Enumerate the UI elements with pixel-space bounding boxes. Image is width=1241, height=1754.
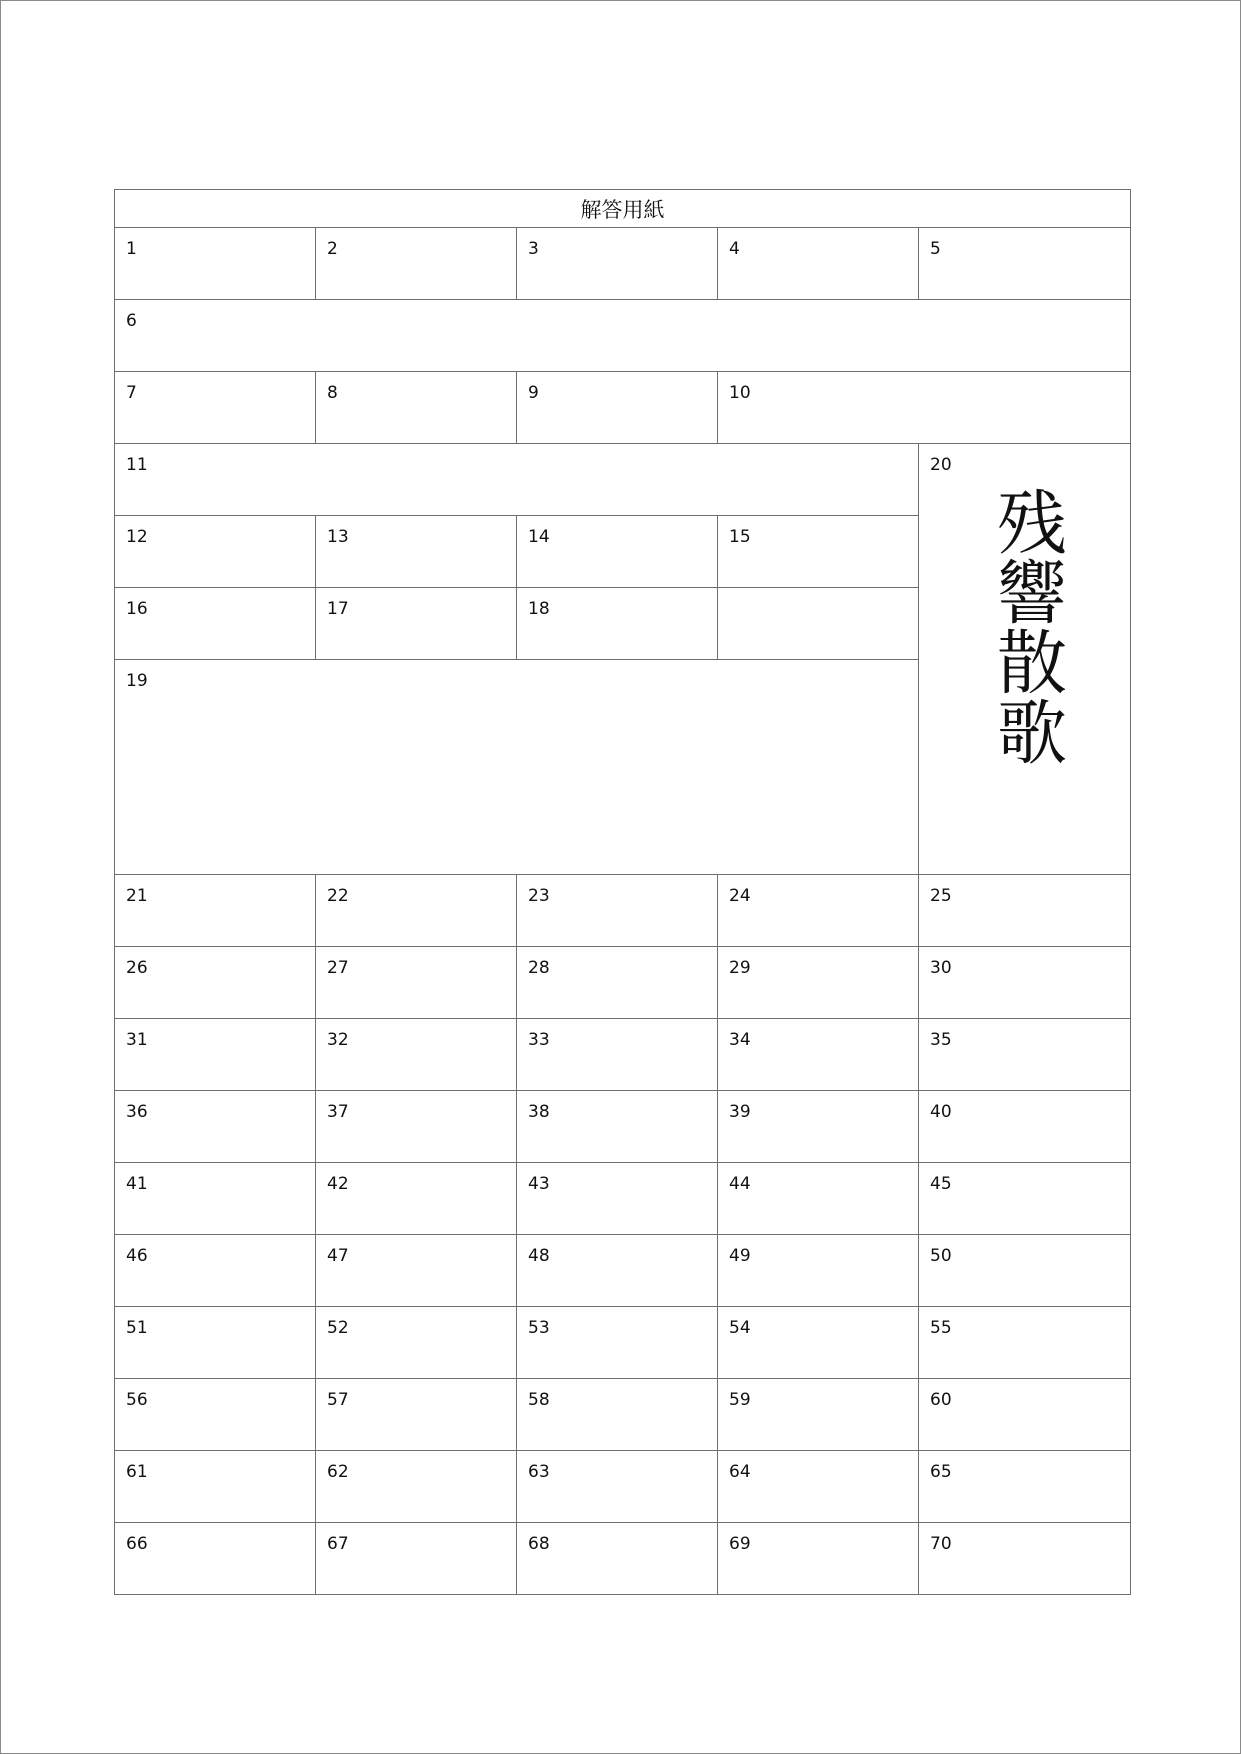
answer-cell-11[interactable] (115, 444, 919, 516)
answer-cell-36[interactable] (115, 1091, 316, 1163)
answer-cell-49[interactable] (718, 1235, 919, 1307)
cell-number: 53 (528, 1318, 550, 1338)
table-row (115, 1091, 1131, 1163)
cell-number: 23 (528, 886, 550, 906)
answer-cell-2[interactable] (316, 228, 517, 300)
answer-cell-57[interactable] (316, 1379, 517, 1451)
cell-number: 49 (729, 1246, 751, 1266)
table-row (115, 1163, 1131, 1235)
table-row (115, 372, 1131, 444)
answer-cell-43[interactable] (517, 1163, 718, 1235)
cell-number: 45 (930, 1174, 952, 1194)
cell-number: 5 (930, 239, 941, 259)
answer-cell-65[interactable] (919, 1451, 1131, 1523)
answer-cell-41[interactable] (115, 1163, 316, 1235)
cell-number: 61 (126, 1462, 148, 1482)
cell-number: 18 (528, 599, 550, 619)
answer-cell-40[interactable] (919, 1091, 1131, 1163)
answer-cell-3[interactable] (517, 228, 718, 300)
cell-number: 33 (528, 1030, 550, 1050)
answer-cell-14[interactable] (517, 516, 718, 588)
answer-cell-52[interactable] (316, 1307, 517, 1379)
answer-cell-19[interactable] (115, 660, 919, 875)
answer-cell-27[interactable] (316, 947, 517, 1019)
answer-sheet-table (114, 189, 1131, 1595)
answer-cell-66[interactable] (115, 1523, 316, 1595)
cell-number: 8 (327, 383, 338, 403)
answer-cell-37[interactable] (316, 1091, 517, 1163)
answer-cell-45[interactable] (919, 1163, 1131, 1235)
answer-cell-67[interactable] (316, 1523, 517, 1595)
answer-cell-1[interactable] (115, 228, 316, 300)
cell-number: 21 (126, 886, 148, 906)
answer-cell-5[interactable] (919, 228, 1131, 300)
cell-number: 67 (327, 1534, 349, 1554)
answer-cell-6[interactable] (115, 300, 1131, 372)
answer-cell-47[interactable] (316, 1235, 517, 1307)
cell-number: 58 (528, 1390, 550, 1410)
answer-cell-55[interactable] (919, 1307, 1131, 1379)
cell-number: 65 (930, 1462, 952, 1482)
cell-number: 60 (930, 1390, 952, 1410)
cell-number: 44 (729, 1174, 751, 1194)
table-row (115, 1523, 1131, 1595)
cell-number: 66 (126, 1534, 148, 1554)
cell-number: 39 (729, 1102, 751, 1122)
cell-number: 7 (126, 383, 137, 403)
answer-cell-39[interactable] (718, 1091, 919, 1163)
answer-cell-59[interactable] (718, 1379, 919, 1451)
answer-cell-38[interactable] (517, 1091, 718, 1163)
cell-number: 28 (528, 958, 550, 978)
answer-cell-10[interactable] (718, 372, 1131, 444)
cell-number: 51 (126, 1318, 148, 1338)
cell-number: 70 (930, 1534, 952, 1554)
vertical-title-text: 残響散歌 (985, 486, 1068, 766)
answer-cell-31[interactable] (115, 1019, 316, 1091)
answer-cell-35[interactable] (919, 1019, 1131, 1091)
cell-number: 6 (126, 311, 137, 331)
answer-cell-15[interactable] (718, 516, 919, 588)
cell-number: 15 (729, 527, 751, 547)
answer-cell-70[interactable] (919, 1523, 1131, 1595)
cell-number: 40 (930, 1102, 952, 1122)
answer-cell-62[interactable] (316, 1451, 517, 1523)
table-row (115, 444, 1131, 516)
answer-cell-22[interactable] (316, 875, 517, 947)
cell-number: 27 (327, 958, 349, 978)
cell-number: 43 (528, 1174, 550, 1194)
answer-cell-46[interactable] (115, 1235, 316, 1307)
answer-cell-23[interactable] (517, 875, 718, 947)
cell-number: 59 (729, 1390, 751, 1410)
table-row (115, 1379, 1131, 1451)
answer-cell-32[interactable] (316, 1019, 517, 1091)
sheet-title: 解答用紙 (115, 190, 1131, 228)
cell-number: 42 (327, 1174, 349, 1194)
answer-cell-69[interactable] (718, 1523, 919, 1595)
table-row (115, 875, 1131, 947)
cell-number: 3 (528, 239, 539, 259)
table-row (115, 300, 1131, 372)
cell-number: 10 (729, 383, 751, 403)
cell-number: 54 (729, 1318, 751, 1338)
answer-cell-16[interactable] (115, 588, 316, 660)
cell-number: 12 (126, 527, 148, 547)
answer-cell-8[interactable] (316, 372, 517, 444)
cell-number: 17 (327, 599, 349, 619)
cell-number: 64 (729, 1462, 751, 1482)
answer-cell-50[interactable] (919, 1235, 1131, 1307)
cell-number: 2 (327, 239, 338, 259)
answer-cell-20[interactable] (919, 444, 1131, 875)
answer-cell-44[interactable] (718, 1163, 919, 1235)
cell-number: 20 (930, 455, 952, 475)
answer-cell-61[interactable] (115, 1451, 316, 1523)
answer-cell-13[interactable] (316, 516, 517, 588)
table-row (115, 1235, 1131, 1307)
cell-number: 56 (126, 1390, 148, 1410)
answer-cell-60[interactable] (919, 1379, 1131, 1451)
answer-cell-33[interactable] (517, 1019, 718, 1091)
answer-cell-56[interactable] (115, 1379, 316, 1451)
answer-cell-26[interactable] (115, 947, 316, 1019)
answer-cell-7[interactable] (115, 372, 316, 444)
cell-number: 52 (327, 1318, 349, 1338)
cell-number: 55 (930, 1318, 952, 1338)
title-row (115, 190, 1131, 228)
cell-number: 69 (729, 1534, 751, 1554)
answer-cell-4[interactable] (718, 228, 919, 300)
empty-cell (718, 588, 919, 660)
answer-cell-53[interactable] (517, 1307, 718, 1379)
answer-cell-58[interactable] (517, 1379, 718, 1451)
cell-number: 37 (327, 1102, 349, 1122)
cell-number: 63 (528, 1462, 550, 1482)
answer-cell-21[interactable] (115, 875, 316, 947)
cell-number: 16 (126, 599, 148, 619)
answer-cell-17[interactable] (316, 588, 517, 660)
cell-number: 4 (729, 239, 740, 259)
answer-cell-34[interactable] (718, 1019, 919, 1091)
answer-cell-63[interactable] (517, 1451, 718, 1523)
answer-cell-25[interactable] (919, 875, 1131, 947)
answer-cell-24[interactable] (718, 875, 919, 947)
cell-number: 9 (528, 383, 539, 403)
cell-number: 68 (528, 1534, 550, 1554)
cell-number: 57 (327, 1390, 349, 1410)
answer-cell-12[interactable] (115, 516, 316, 588)
answer-cell-51[interactable] (115, 1307, 316, 1379)
answer-cell-64[interactable] (718, 1451, 919, 1523)
table-row (115, 1019, 1131, 1091)
answer-cell-18[interactable] (517, 588, 718, 660)
answer-cell-42[interactable] (316, 1163, 517, 1235)
cell-number: 41 (126, 1174, 148, 1194)
cell-number: 14 (528, 527, 550, 547)
cell-number: 50 (930, 1246, 952, 1266)
cell-number: 46 (126, 1246, 148, 1266)
answer-cell-54[interactable] (718, 1307, 919, 1379)
cell-number: 34 (729, 1030, 751, 1050)
cell-number: 25 (930, 886, 952, 906)
answer-cell-48[interactable] (517, 1235, 718, 1307)
answer-cell-9[interactable] (517, 372, 718, 444)
cell-number: 31 (126, 1030, 148, 1050)
table-row (115, 1307, 1131, 1379)
cell-number: 22 (327, 886, 349, 906)
cell-number: 35 (930, 1030, 952, 1050)
answer-cell-68[interactable] (517, 1523, 718, 1595)
cell-number: 30 (930, 958, 952, 978)
cell-number: 24 (729, 886, 751, 906)
cell-number: 62 (327, 1462, 349, 1482)
table-row (115, 947, 1131, 1019)
cell-number: 47 (327, 1246, 349, 1266)
cell-number: 32 (327, 1030, 349, 1050)
table-row (115, 228, 1131, 300)
answer-cell-30[interactable] (919, 947, 1131, 1019)
cell-number: 13 (327, 527, 349, 547)
cell-number: 19 (126, 671, 148, 691)
cell-number: 26 (126, 958, 148, 978)
cell-number: 38 (528, 1102, 550, 1122)
table-row (115, 1451, 1131, 1523)
cell-number: 1 (126, 239, 137, 259)
cell-number: 48 (528, 1246, 550, 1266)
cell-number: 36 (126, 1102, 148, 1122)
cell-number: 11 (126, 455, 148, 475)
cell-number: 29 (729, 958, 751, 978)
answer-cell-29[interactable] (718, 947, 919, 1019)
answer-cell-28[interactable] (517, 947, 718, 1019)
